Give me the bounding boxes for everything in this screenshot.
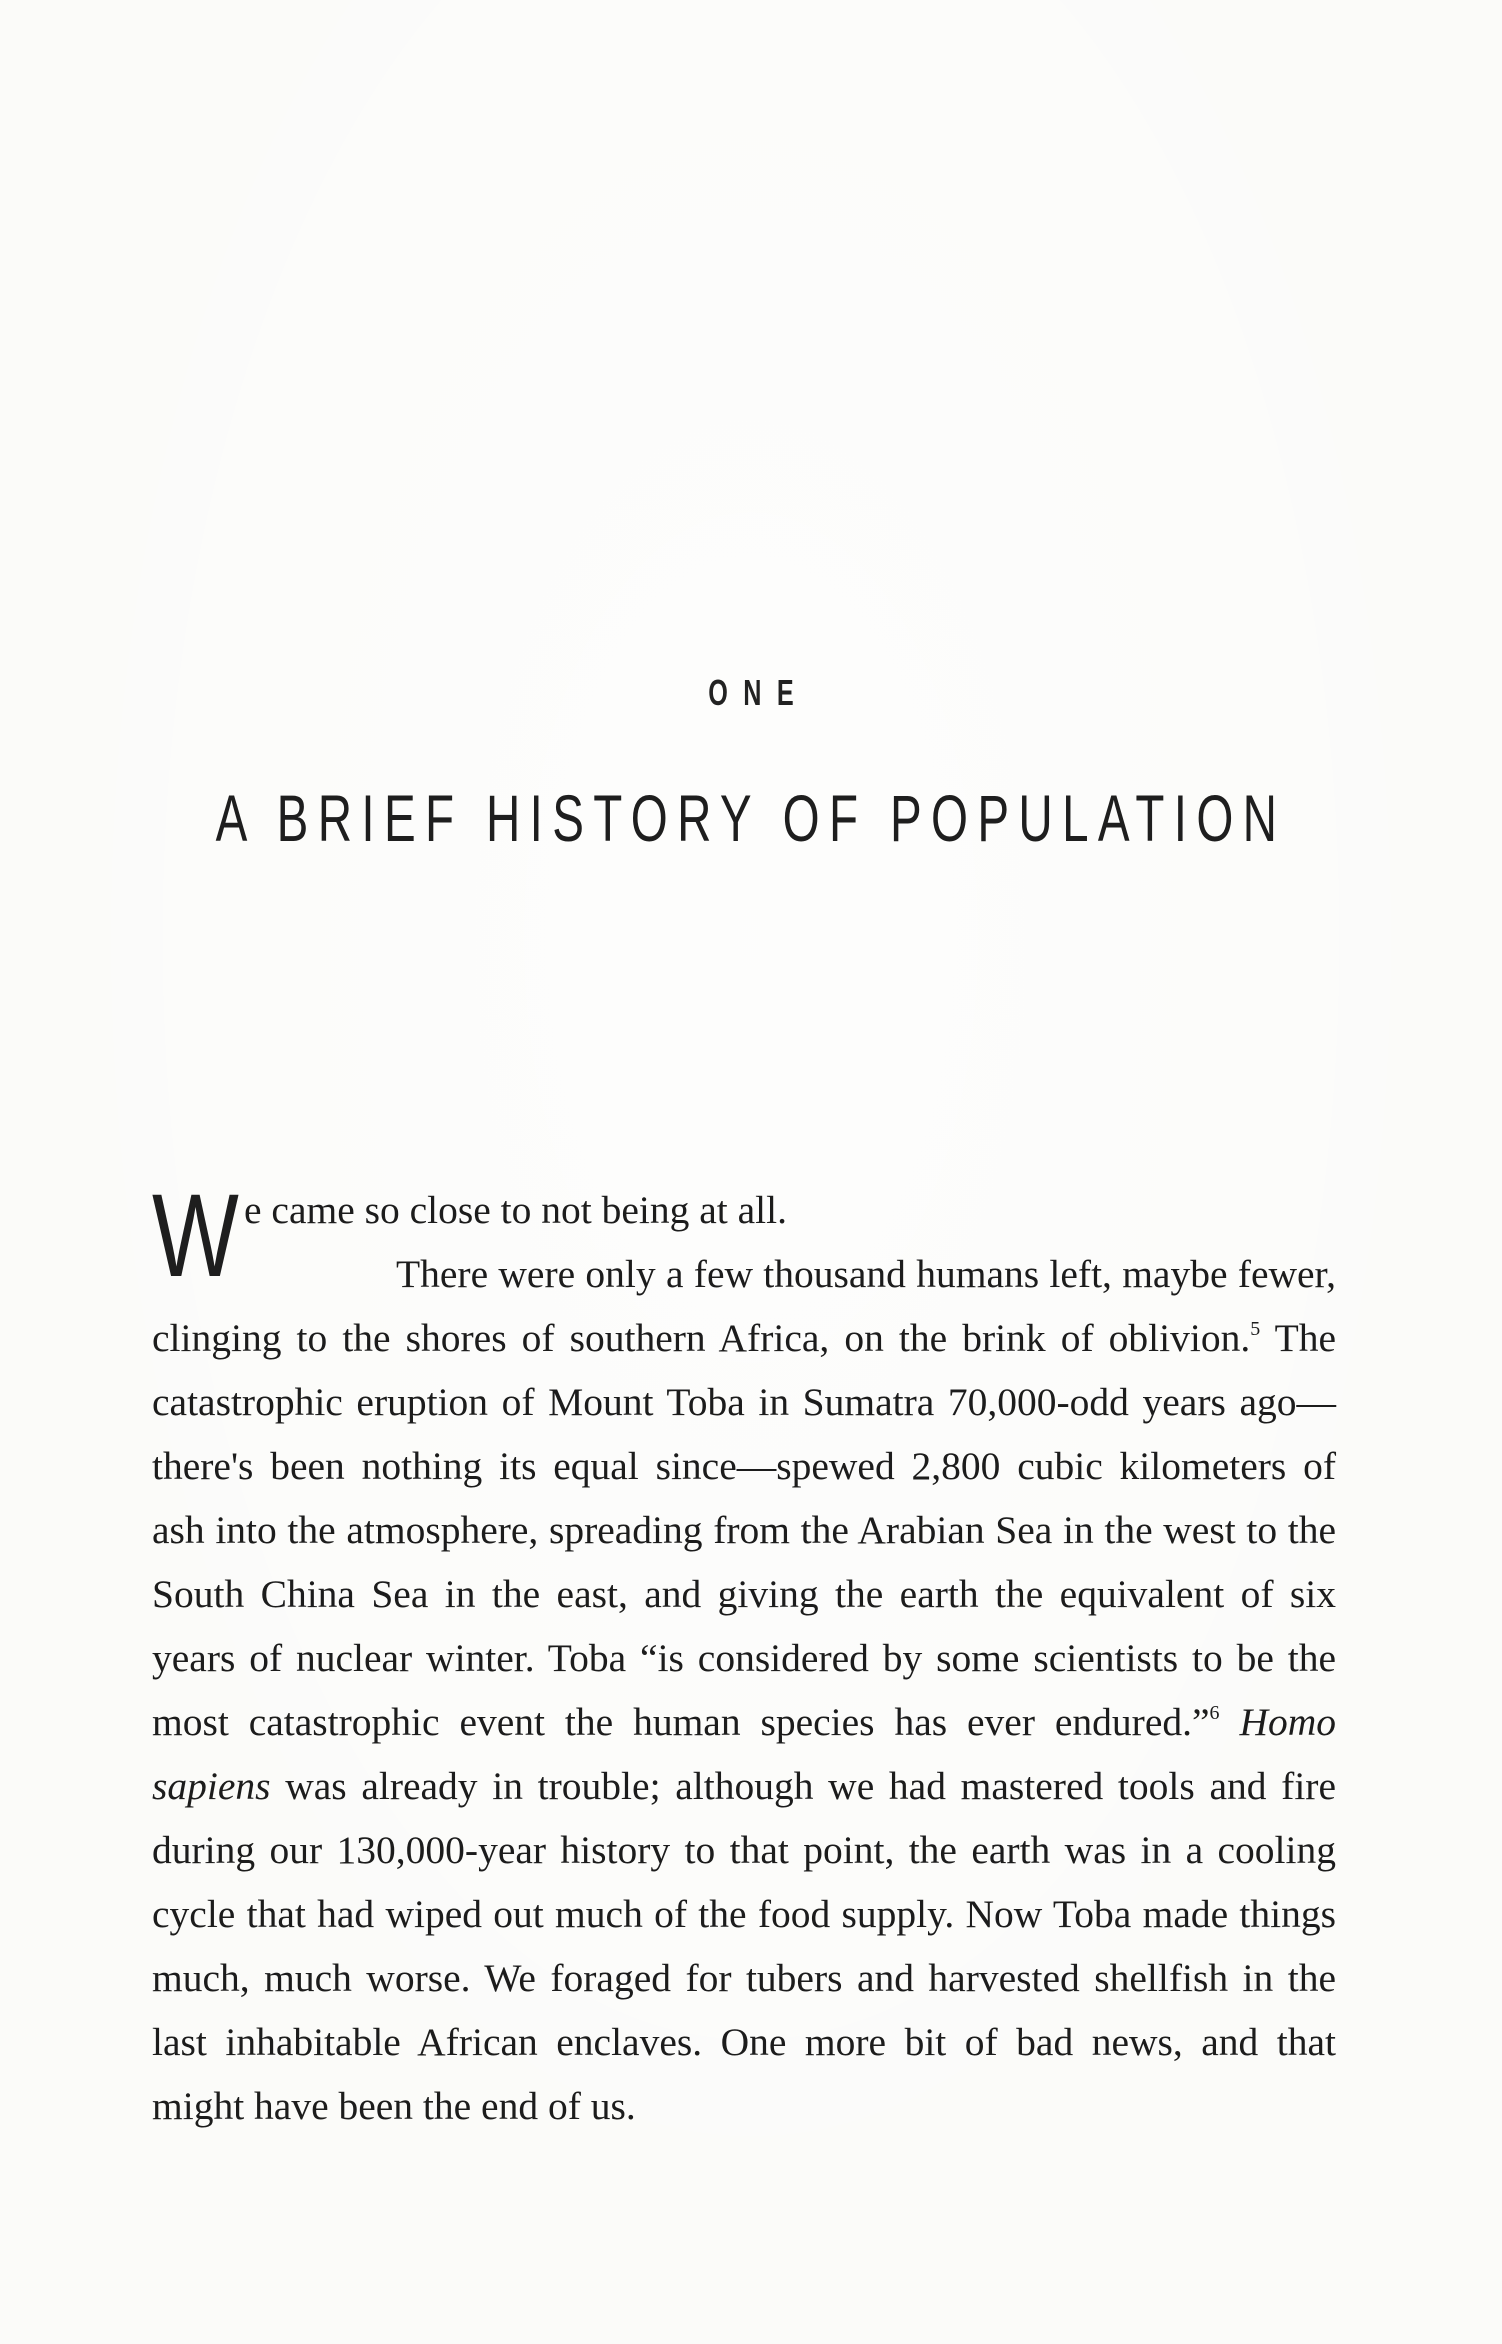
- chapter-body: [152, 1170, 1336, 2138]
- paragraph-text-2: The catastrophic eruption of Mount Toba in Sumatra 70,000-odd years ago—there's been nothing its equal since—spewed 2,800 cubic kilometers of ash into the atmosphere, spreading from the Arabian Sea in the west to the South China Sea in the east, and giving the earth the equivalent of six years of nuclear winter. Toba “is considered by some scientists to be the most catastrophic event the human species has ever endured.”: [152, 1316, 1336, 1744]
- body-paragraph: [152, 1242, 1336, 2138]
- drop-cap: W: [152, 1170, 239, 1302]
- footnote-marker[interactable]: 6: [1209, 1702, 1220, 1724]
- paragraph-text-3: was already in trouble; although we had mastered tools and fire during our 130,000-year history to that point, the earth was in a cooling cycle that had wiped out much of the food supply. Now Toba made things much, much worse. We foraged for tubers and harvested shellfish in the last inhabitable African enclaves. One more bit of bad news, and that might have been the end of us.: [152, 1764, 1336, 2128]
- paragraph-text-1: There were only a few thousand humans left, maybe fewer, clinging to the shores of southern Africa, on the brink of oblivion.: [152, 1252, 1336, 1360]
- chapter-number: ONE: [708, 672, 810, 713]
- opening-paragraph: [152, 1170, 1336, 1302]
- opening-line: e came so close to not being at all.: [244, 1188, 787, 1232]
- chapter-title: A BRIEF HISTORY OF POPULATION: [215, 781, 1287, 855]
- paragraph-italic-term: Homo sapiens: [152, 1700, 1336, 1808]
- footnote-marker[interactable]: 5: [1250, 1318, 1261, 1340]
